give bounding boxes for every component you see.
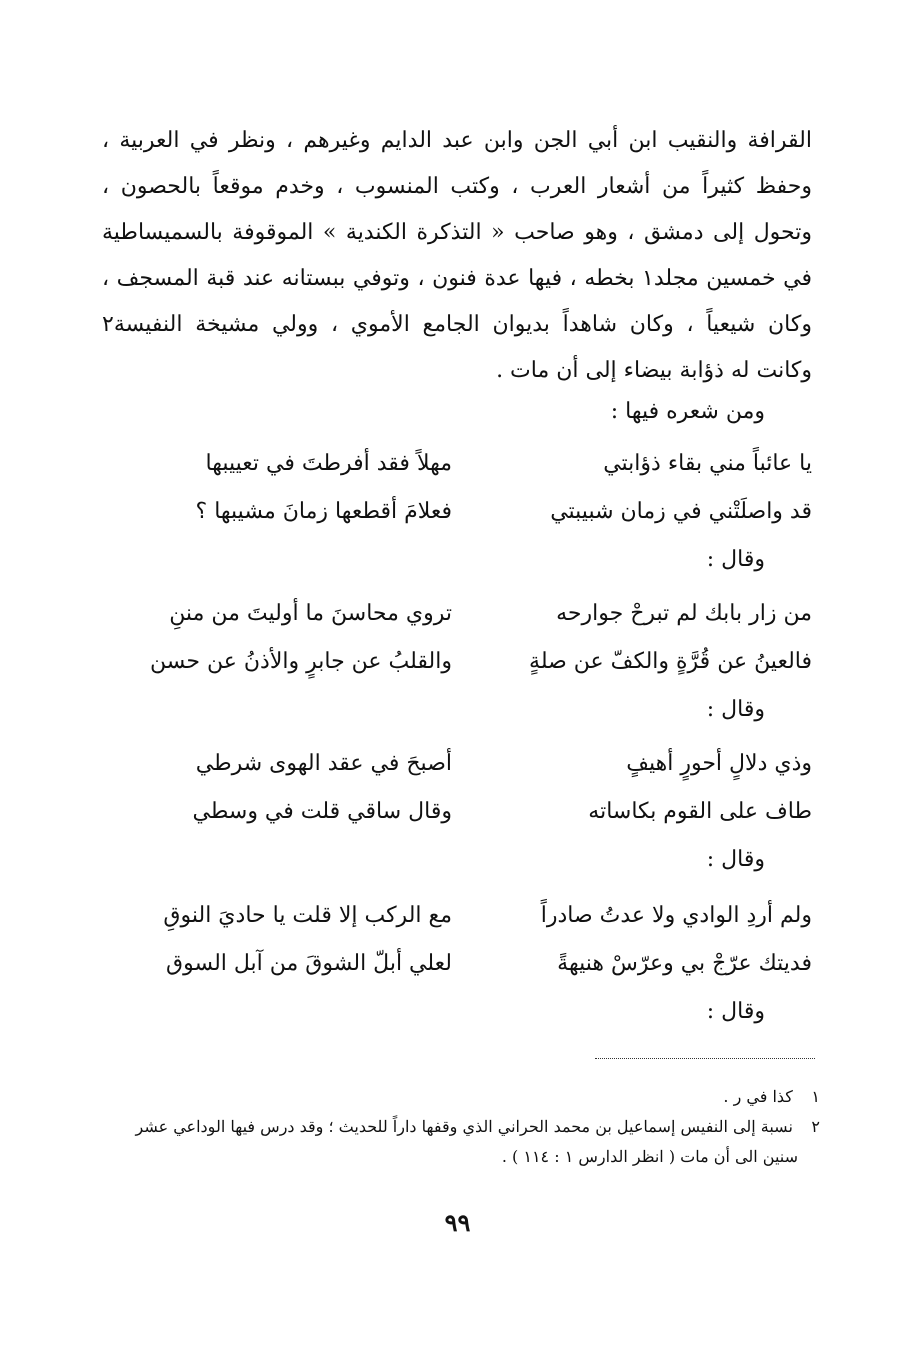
verse [122, 892, 812, 940]
verse-first-hemistich: قد واصلَتْني في زمان شبيبتي [550, 499, 812, 524]
footnote-number: ١ [811, 1087, 820, 1106]
verse [122, 440, 812, 488]
footnote-number: ٢ [811, 1117, 820, 1136]
paragraph-line: في خمسين مجلد١ بخطه ، فيها عدة فنون ، وتوفي ببستانه عند قبة المسجف ، [102, 266, 812, 291]
footnote-text: كذا في ر . [723, 1087, 793, 1106]
page-number: ٩٩ [444, 1208, 471, 1237]
said-label: وقال : [706, 999, 765, 1024]
poem-block [122, 740, 812, 836]
verse-first-hemistich: وذي دلالٍ أحورٍ أهيفٍ [626, 751, 812, 776]
verse-first-hemistich: طاف على القوم بكاساته [588, 799, 812, 824]
paragraph-line: القرافة والنقيب ابن أبي الجن وابن عبد الدايم وغيرهم ، ونظر في العربية ، [102, 128, 812, 153]
verse-second-hemistich: تروي محاسنَ ما أوليتَ من مننِ [169, 601, 452, 626]
verse [122, 740, 812, 788]
said-label: وقال : [706, 847, 765, 872]
paragraph-line: وتحول إلى دمشق ، وهو صاحب « التذكرة الكندية » الموقوفة بالسميساطية [102, 220, 812, 245]
verse-second-hemistich: والقلبُ عن جابرٍ والأذنُ عن حسن [150, 649, 452, 674]
poem-block [122, 590, 812, 686]
verse-first-hemistich: فالعينُ عن قُرَّةٍ والكفّ عن صلةٍ [529, 649, 812, 674]
verse [122, 638, 812, 686]
footnote [120, 1112, 820, 1142]
said-label: وقال : [706, 547, 765, 572]
footnote-divider [595, 1058, 815, 1059]
said-label: وقال : [706, 697, 765, 722]
verse-second-hemistich: أصبحَ في عقد الهوى شرطي [195, 751, 452, 776]
paragraph-line: وحفظ كثيراً من أشعار العرب ، وكتب المنسوب ، وخدم موقعاً بالحصون ، [102, 174, 812, 199]
poem-block [122, 440, 812, 536]
verse [122, 488, 812, 536]
verse-first-hemistich: يا عائباً مني بقاء ذؤابتي [603, 451, 812, 476]
body-paragraph [102, 118, 812, 394]
footnotes [120, 1082, 820, 1172]
paragraph-line: وكان شيعياً ، وكان شاهداً بديوان الجامع الأموي ، وولي مشيخة النفيسة٢ [102, 312, 812, 337]
verse-second-hemistich: وقال ساقي قلت في وسطي [192, 799, 452, 824]
verse-first-hemistich: ولم أردِ الوادي ولا عدتُ صادراً [540, 903, 812, 928]
verse-second-hemistich: فعلامَ أقطعها زمانَ مشيبها ؟ [195, 499, 452, 524]
verse-second-hemistich: لعلي أبلّ الشوقَ من آبل السوق [166, 951, 452, 976]
verse [122, 940, 812, 988]
verse [122, 590, 812, 638]
verse [122, 788, 812, 836]
footnote [120, 1082, 820, 1112]
verse-first-hemistich: من زار بابك لم تبرحْ جوارحه [556, 601, 812, 626]
footnote-text: نسبة إلى النفيس إسماعيل بن محمد الحراني الذي وقفها داراً للحديث ؛ وقد درس فيها الوداعي عشر [135, 1117, 793, 1136]
verse-second-hemistich: مهلاً فقد أفرطتَ في تعييبها [205, 451, 452, 476]
poem-intro: ومن شعره فيها : [610, 399, 765, 424]
verse-first-hemistich: فديتك عرّجْ بي وعرّسْ هنيهةً [557, 951, 812, 976]
verse-second-hemistich: مع الركب إلا قلت يا حاديَ النوقِ [163, 903, 452, 928]
footnote-text-continued: سنين الى أن مات ( انظر الدارس ١ : ١١٤ ) . [501, 1147, 798, 1166]
poem-block [122, 892, 812, 988]
paragraph-line: وكانت له ذؤابة بيضاء إلى أن مات . [496, 358, 812, 383]
